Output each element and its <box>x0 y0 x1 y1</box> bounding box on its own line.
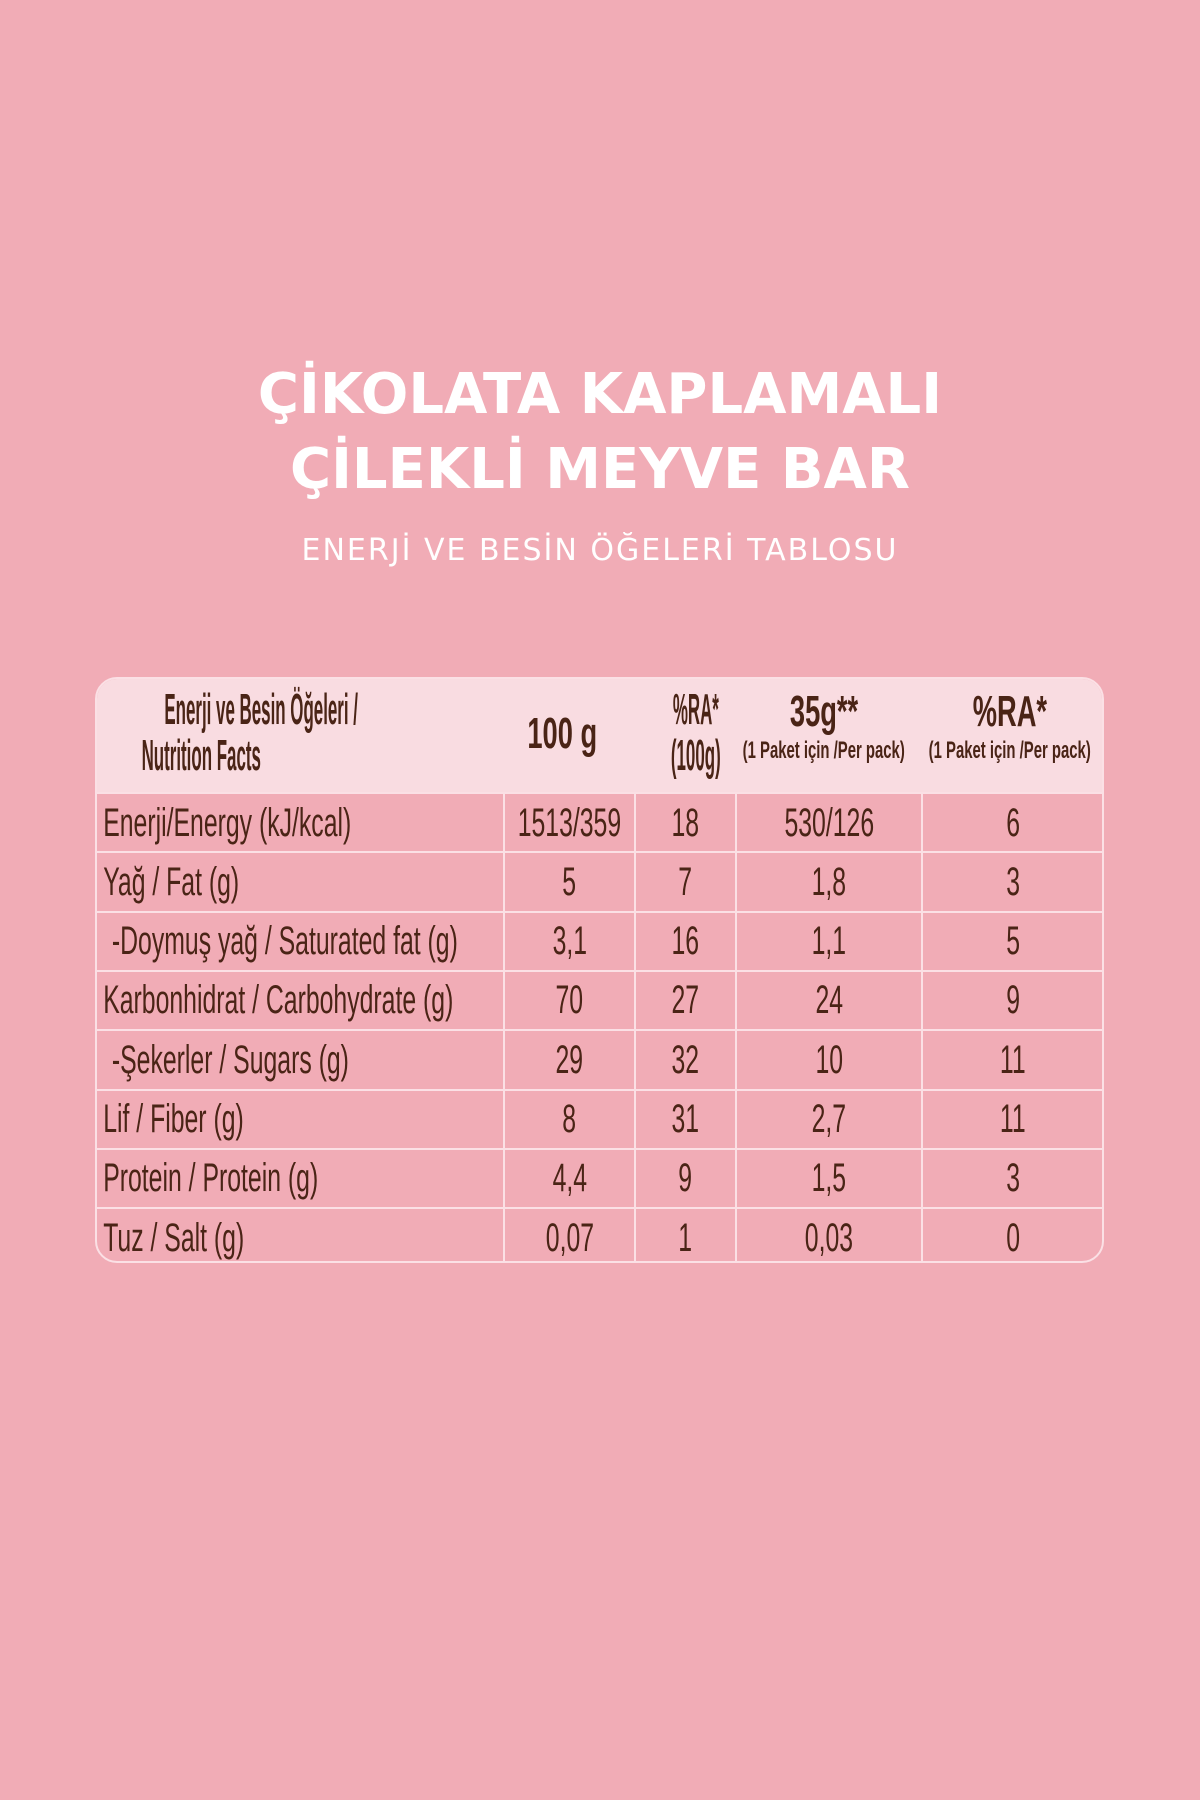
cell-text: 11 <box>1000 1037 1026 1082</box>
cell-text: Lif / Fiber (g) <box>103 1097 244 1141</box>
cell-text: 27 <box>671 978 700 1023</box>
table-row <box>97 1089 1102 1149</box>
column-divider <box>634 792 636 1261</box>
header-ra-pack-line2: (1 Paket için /Per pack) <box>928 737 1092 764</box>
table-row <box>97 970 1102 1030</box>
cell-text: 11 <box>1000 1097 1026 1141</box>
cell-text: 10 <box>815 1037 843 1082</box>
cell-text: 1513/359 <box>517 800 622 845</box>
header-100g: 100 g <box>527 709 597 758</box>
nutrient-value <box>737 1150 921 1208</box>
nutrient-value <box>505 913 634 971</box>
cell-text: 29 <box>555 1037 584 1082</box>
cell-text: 1,5 <box>811 1156 847 1201</box>
header-ra-pack-line1: %RA* <box>972 687 1048 736</box>
table-row <box>97 792 1102 852</box>
nutrient-label <box>97 794 503 852</box>
header-ra-100g <box>631 687 731 779</box>
header-nutrient-line2: Nutrition Facts <box>141 731 261 780</box>
cell-text: 1 <box>678 1215 693 1260</box>
nutrient-value <box>636 913 735 971</box>
cell-text: 7 <box>678 859 693 904</box>
cell-text: 3 <box>1006 1156 1020 1201</box>
nutrient-value <box>636 1150 735 1208</box>
nutrient-value <box>737 1031 921 1089</box>
nutrient-value <box>636 1209 735 1263</box>
cell-text: 3 <box>1006 859 1020 904</box>
cell-text: 5 <box>562 859 577 904</box>
nutrient-value <box>505 853 634 911</box>
cell-text: Protein / Protein (g) <box>103 1156 319 1201</box>
cell-text: 9 <box>678 1156 693 1201</box>
nutrient-value <box>636 794 735 852</box>
cell-text: 32 <box>671 1037 700 1082</box>
header-ra-line1: %RA* <box>672 685 719 734</box>
cell-text: 31 <box>671 1097 700 1141</box>
cell-text: 8 <box>562 1097 577 1141</box>
header-ra-pack <box>917 687 1103 765</box>
nutrient-value <box>923 794 1103 852</box>
nutrient-value <box>923 913 1103 971</box>
nutrient-label <box>97 1209 503 1263</box>
cell-text: 24 <box>815 978 843 1023</box>
cell-text: 530/126 <box>784 800 874 845</box>
cell-text: 5 <box>1006 919 1020 964</box>
nutrient-label <box>97 1091 503 1149</box>
header-nutrient-line1: Enerji ve Besin Öğeleri / <box>164 685 358 734</box>
header-35g <box>731 687 917 765</box>
cell-text: 70 <box>555 978 584 1023</box>
cell-text: 9 <box>1006 978 1020 1023</box>
nutrient-value <box>923 853 1103 911</box>
nutrient-value <box>737 913 921 971</box>
column-divider <box>735 792 737 1261</box>
nutrient-value <box>636 1091 735 1149</box>
cell-text: 4,4 <box>552 1156 587 1201</box>
header-35g-line2: (1 Paket için /Per pack) <box>742 737 906 764</box>
cell-text: Yağ / Fat (g) <box>103 859 240 904</box>
nutrition-table <box>95 677 1104 1263</box>
nutrient-value <box>923 1150 1103 1208</box>
nutrient-value <box>923 972 1103 1030</box>
column-divider <box>503 792 505 1261</box>
nutrient-value <box>636 1031 735 1089</box>
nutrient-value <box>923 1031 1103 1089</box>
nutrient-label <box>97 913 503 971</box>
cell-text: 1,1 <box>811 919 847 964</box>
cell-text: -Şekerler / Sugars (g) <box>111 1037 349 1082</box>
nutrient-label <box>97 853 503 911</box>
cell-text: Tuz / Salt (g) <box>103 1215 245 1260</box>
cell-text: -Doymuş yağ / Saturated fat (g) <box>111 919 458 964</box>
nutrient-value <box>636 853 735 911</box>
table-row <box>97 911 1102 971</box>
cell-text: 0,03 <box>804 1215 854 1260</box>
product-title-line1: ÇİKOLATA KAPLAMALI <box>257 362 943 427</box>
table-subtitle: ENERJİ VE BESİN ÖĞELERİ TABLOSU <box>301 533 899 568</box>
cell-text: 6 <box>1006 800 1020 845</box>
table-row <box>97 1148 1102 1208</box>
nutrient-value <box>737 794 921 852</box>
cell-text: 0 <box>1006 1215 1020 1260</box>
cell-text: Karbonhidrat / Carbohydrate (g) <box>103 978 454 1023</box>
nutrient-value <box>636 972 735 1030</box>
nutrient-label <box>97 1150 503 1208</box>
nutrient-value <box>737 1091 921 1149</box>
cell-text: 3,1 <box>552 919 587 964</box>
table-row <box>97 851 1102 911</box>
header-35g-line1: 35g** <box>789 687 859 736</box>
table-header <box>97 679 1102 792</box>
nutrient-value <box>505 794 634 852</box>
nutrient-value <box>505 1150 634 1208</box>
nutrient-value <box>505 1031 634 1089</box>
cell-text: 16 <box>671 919 700 964</box>
column-divider <box>921 792 923 1261</box>
cell-text: 2,7 <box>811 1097 847 1141</box>
nutrient-label <box>97 1031 503 1089</box>
nutrient-value <box>505 1209 634 1263</box>
table-row <box>97 1029 1102 1089</box>
nutrient-value <box>505 972 634 1030</box>
nutrient-label <box>97 972 503 1030</box>
header-ra-line2: (100g) <box>670 731 721 780</box>
cell-text: 0,07 <box>545 1215 594 1260</box>
cell-text: 18 <box>671 800 700 845</box>
nutrient-value <box>737 1209 921 1263</box>
nutrient-value <box>737 853 921 911</box>
nutrient-value <box>737 972 921 1030</box>
cell-text: 1,8 <box>811 859 847 904</box>
nutrient-value <box>923 1209 1103 1263</box>
product-title-line2: ÇİLEKLİ MEYVE BAR <box>289 437 911 502</box>
table-row <box>97 1207 1102 1263</box>
nutrient-value <box>923 1091 1103 1149</box>
cell-text: Enerji/Energy (kJ/kcal) <box>103 800 352 845</box>
nutrient-value <box>505 1091 634 1149</box>
